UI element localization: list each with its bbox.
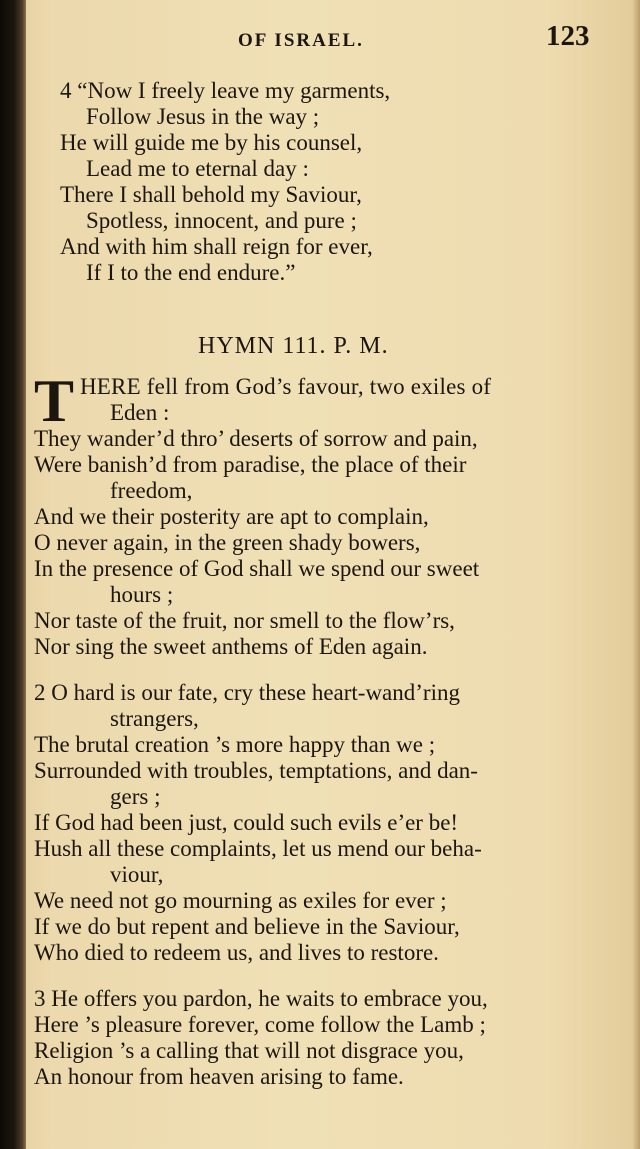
- verse-line: There I shall behold my Saviour,: [60, 182, 362, 207]
- hymn-line: If we do but repent and believe in the Saviour,: [34, 914, 460, 939]
- hymn-line: viour,: [110, 862, 164, 887]
- hymn-line: Were banish’d from paradise, the place of their: [34, 452, 467, 477]
- hymn-line: HERE fell from God’s favour, two exiles of: [80, 374, 492, 399]
- verse-line: Follow Jesus in the way ;: [86, 104, 320, 129]
- hymn-line: hours ;: [110, 582, 174, 607]
- drop-cap: T: [34, 368, 75, 434]
- hymn-line: 3 He offers you pardon, he waits to embrace you,: [34, 986, 488, 1011]
- verse-line: Spotless, innocent, and pure ;: [86, 208, 357, 233]
- running-head: OF ISRAEL.: [238, 30, 364, 51]
- hymn-line: Surrounded with troubles, temptations, and dan-: [34, 758, 478, 783]
- verse-line: If I to the end endure.”: [86, 260, 296, 285]
- verse-line: 4 “Now I freely leave my garments,: [60, 78, 391, 103]
- hymn-line: The brutal creation ’s more happy than we ;: [34, 732, 436, 757]
- page-number: 123: [546, 20, 590, 52]
- hymn-line: gers ;: [110, 784, 161, 809]
- hymn-line: Hush all these complaints, let us mend our beha-: [34, 836, 482, 861]
- page-edge-shadow: [632, 0, 640, 1149]
- verse-line: He will guide me by his counsel,: [60, 130, 363, 155]
- hymn-line: And we their posterity are apt to complain,: [34, 504, 429, 529]
- hymn-line: freedom,: [110, 478, 193, 503]
- hymn-line: In the presence of God shall we spend our sweet: [34, 556, 480, 581]
- verse-line: And with him shall reign for ever,: [60, 234, 373, 259]
- book-binding-edge: [0, 0, 26, 1149]
- hymn-line: Nor taste of the fruit, nor smell to the flow’rs,: [34, 608, 455, 633]
- hymn-line: Eden :: [110, 400, 170, 425]
- hymn-title: HYMN 111. P. M.: [198, 333, 389, 359]
- hymn-line: Nor sing the sweet anthems of Eden again.: [34, 634, 428, 659]
- hymn-line: Religion ’s a calling that will not disgrace you,: [34, 1038, 464, 1063]
- hymn-line: If God had been just, could such evils e’er be!: [34, 810, 459, 835]
- hymn-line: strangers,: [110, 706, 199, 731]
- hymn-line: An honour from heaven arising to fame.: [34, 1064, 404, 1089]
- hymn-line: Here ’s pleasure forever, come follow the Lamb ;: [34, 1012, 486, 1037]
- hymn-line: Who died to redeem us, and lives to restore.: [34, 940, 439, 965]
- hymn-line: We need not go mourning as exiles for ever ;: [34, 888, 447, 913]
- hymn-line: 2 O hard is our fate, cry these heart-wand’ring: [34, 680, 460, 705]
- hymn-line: They wander’d thro’ deserts of sorrow and pain,: [34, 426, 478, 451]
- verse-line: Lead me to eternal day :: [86, 156, 309, 181]
- hymn-line: O never again, in the green shady bowers,: [34, 530, 421, 555]
